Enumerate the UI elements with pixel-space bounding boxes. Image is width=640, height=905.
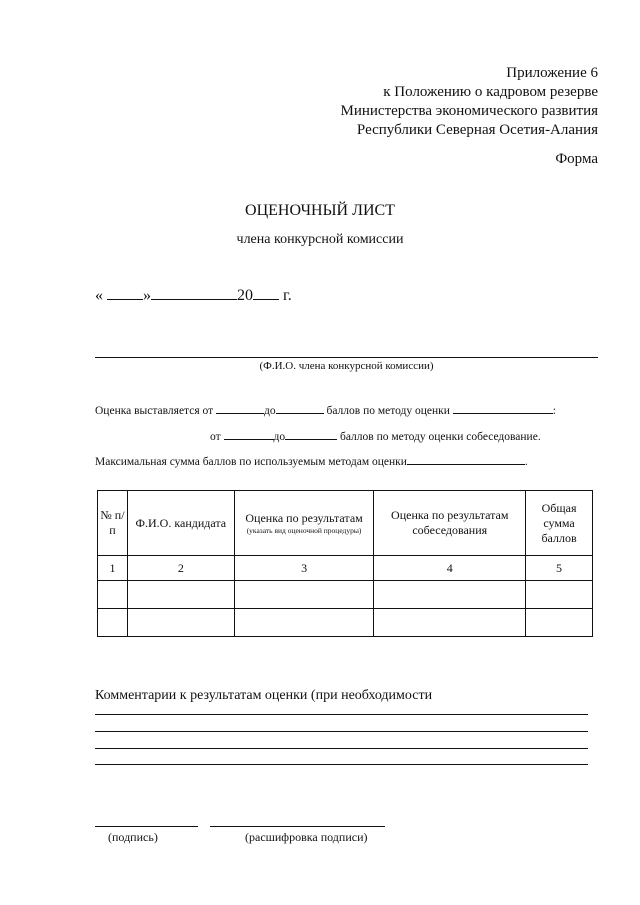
table-row	[98, 609, 593, 637]
scoring-line-2	[210, 430, 541, 443]
fio-caption: (Ф.И.О. члена конкурсной комиссии)	[259, 360, 434, 372]
scoring-line-1-method: баллов по методу оценки	[326, 405, 450, 417]
table-cell[interactable]	[234, 581, 374, 609]
date-month-blank[interactable]	[151, 285, 237, 300]
scoring-line-2-to: до	[273, 431, 286, 443]
appendix-line-2: к Положению о кадровом резерве	[383, 84, 598, 100]
signature-caption: (подпись)	[108, 830, 158, 844]
scoring-2-from-blank[interactable]	[224, 430, 274, 440]
comment-line-1[interactable]	[95, 714, 588, 715]
table-cell[interactable]	[98, 609, 128, 637]
scoring-line-1-to: до	[264, 405, 276, 417]
date-year-blank[interactable]	[253, 285, 279, 300]
col-number-2: 2	[127, 556, 234, 581]
table-row	[98, 581, 593, 609]
col-header-assessment	[234, 491, 374, 556]
col-header-assessment-main: Оценка по результатам	[245, 511, 363, 525]
comment-line-3[interactable]	[95, 748, 588, 749]
date-open-quote: «	[95, 287, 103, 304]
scoring-line-1-end: :	[552, 405, 556, 417]
scoring-line-3	[95, 455, 528, 468]
scoring-1-method-blank[interactable]	[453, 404, 553, 414]
table-cell[interactable]	[127, 609, 234, 637]
date-line	[95, 285, 292, 305]
table-cell[interactable]	[526, 609, 593, 637]
table-cell[interactable]	[234, 609, 374, 637]
table-cell[interactable]	[127, 581, 234, 609]
date-year-suffix: г.	[283, 287, 292, 304]
col-header-total: Общая сумма баллов	[526, 491, 593, 556]
scoring-1-to-blank[interactable]	[276, 404, 324, 414]
scoring-line-2-from: от	[210, 431, 221, 443]
date-year-prefix: 20	[237, 287, 253, 304]
col-number-3: 3	[234, 556, 374, 581]
signature-blank[interactable]	[95, 826, 198, 827]
scoring-2-to-blank[interactable]	[285, 430, 337, 440]
appendix-line-3: Министерства экономического развития	[340, 103, 598, 119]
appendix-line-4: Республики Северная Осетия-Алания	[356, 122, 598, 138]
col-header-number: № п/п	[98, 491, 128, 556]
scoring-3-blank[interactable]	[407, 455, 525, 465]
scoring-line-3-end: .	[524, 456, 528, 468]
col-number-5: 5	[526, 556, 593, 581]
comment-line-4[interactable]	[95, 764, 588, 765]
comment-line-2[interactable]	[95, 731, 588, 732]
table-cell[interactable]	[374, 581, 526, 609]
table-row	[98, 556, 593, 581]
signature-decode-blank[interactable]	[210, 826, 385, 827]
table-cell[interactable]	[98, 581, 128, 609]
scoring-line-2-method: баллов по методу оценки собеседование.	[339, 431, 541, 443]
scoring-line-3-text: Максимальная сумма баллов по используемым методам оценки	[95, 456, 407, 468]
appendix-line-1: Приложение 6	[506, 65, 598, 81]
col-header-candidate: Ф.И.О. кандидата	[127, 491, 234, 556]
scoring-line-1	[95, 404, 556, 417]
scoring-1-from-blank[interactable]	[216, 404, 264, 414]
comments-label: Комментарии к результатам оценки (при необходимости	[95, 688, 433, 703]
date-day-blank[interactable]	[107, 285, 143, 300]
scoring-line-1-from: Оценка выставляется от	[95, 405, 214, 417]
table-cell[interactable]	[374, 609, 526, 637]
col-header-assessment-note: (указать вид оценочной процедуры)	[246, 526, 362, 535]
table-header-row	[98, 491, 593, 556]
fio-blank-line[interactable]	[95, 357, 598, 358]
document-subtitle: члена конкурсной комиссии	[236, 232, 404, 247]
date-close-quote: »	[143, 287, 151, 304]
col-number-4: 4	[374, 556, 526, 581]
form-label: Форма	[555, 151, 598, 167]
appendix-header	[341, 64, 598, 140]
table-cell[interactable]	[526, 581, 593, 609]
document-title: ОЦЕНОЧНЫЙ ЛИСТ	[245, 202, 395, 219]
evaluation-table	[97, 490, 593, 637]
signature-decode-caption: (расшифровка подписи)	[245, 830, 368, 844]
col-header-interview: Оценка по результатам собеседования	[374, 491, 526, 556]
col-number-1: 1	[98, 556, 128, 581]
